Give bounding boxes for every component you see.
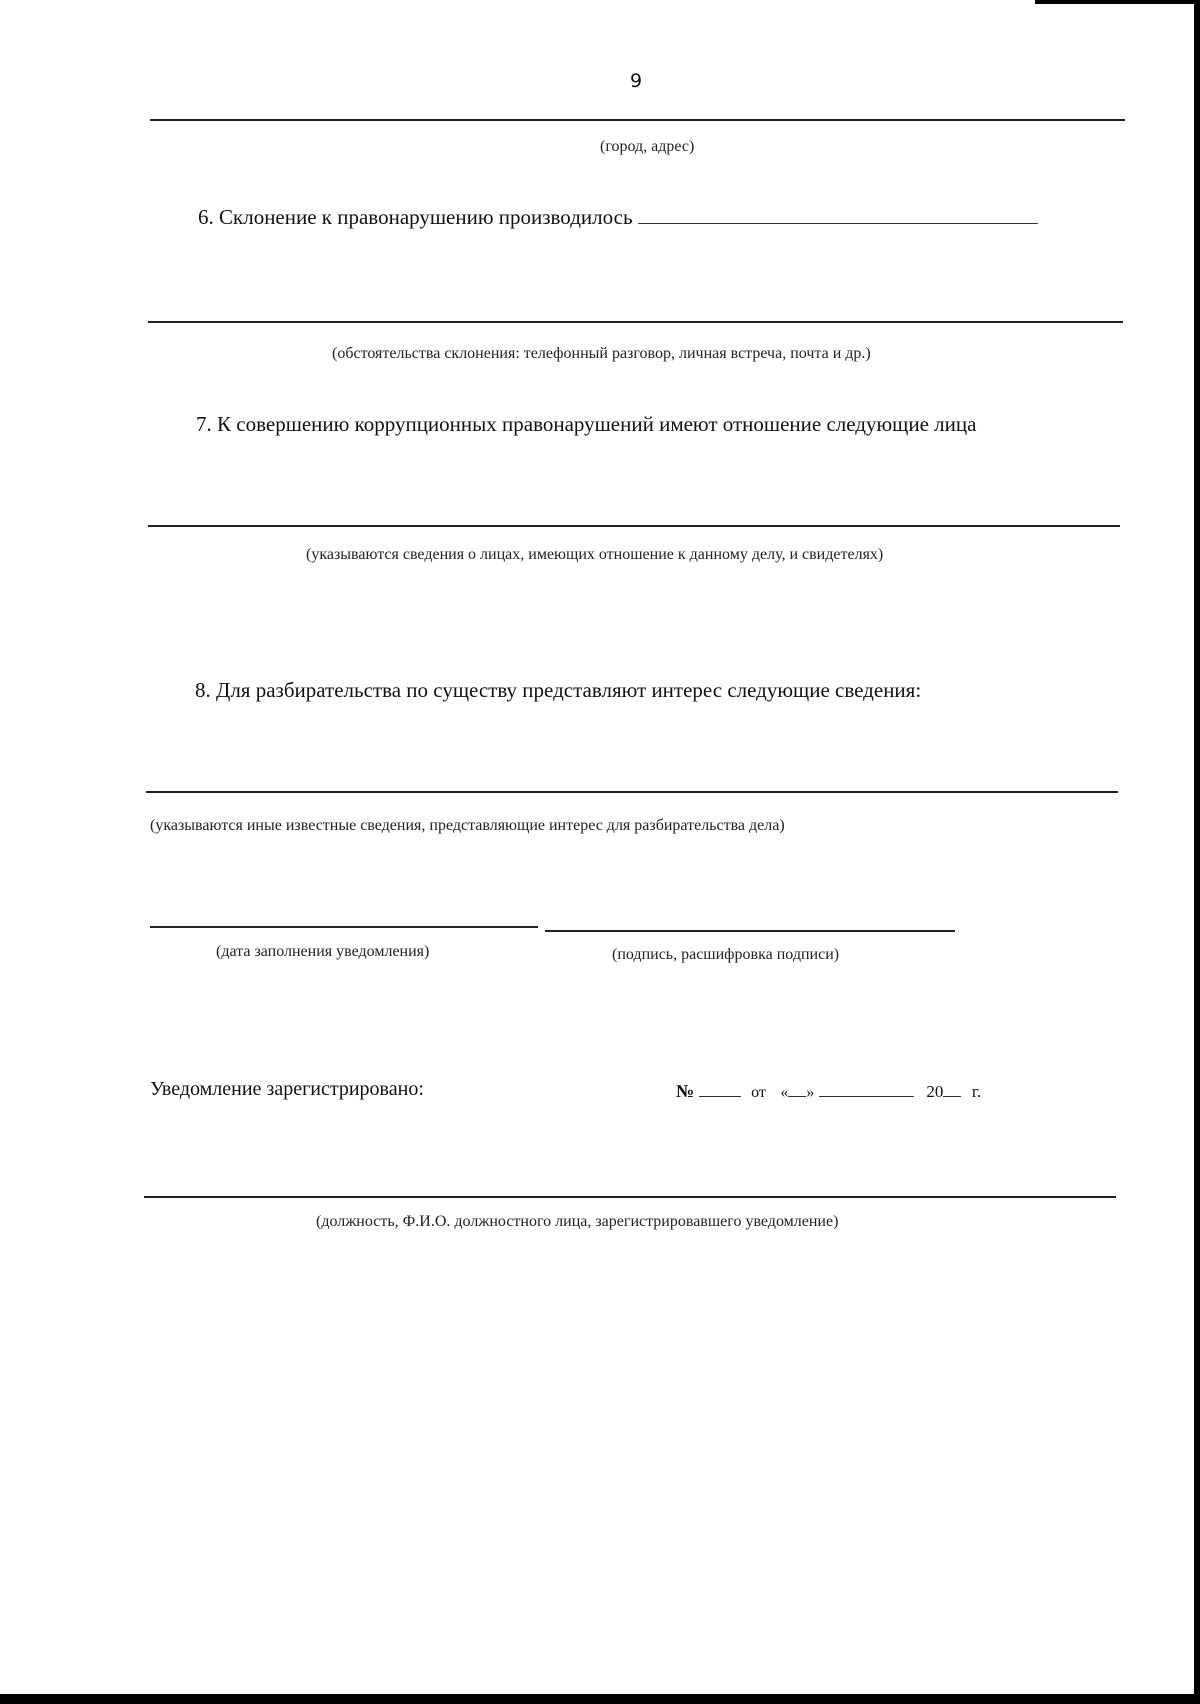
page-number: 9 <box>630 70 643 92</box>
month-blank <box>819 1095 914 1097</box>
quote-open: « <box>780 1084 789 1101</box>
date-line <box>150 926 538 928</box>
signature-line <box>545 930 955 932</box>
day-blank <box>788 1095 806 1097</box>
item-6-caption: (обстоятельства склонения: телефонный разговор, личная встреча, почта и др.) <box>332 345 871 362</box>
year-suffix: г. <box>971 1082 982 1101</box>
official-caption: (должность, Ф.И.О. должностного лица, зарегистрировавшего уведомление) <box>316 1213 839 1230</box>
item-7-text: 7. К совершению коррупционных правонарушений имеют отношение следующие лица <box>196 412 977 436</box>
item-7-line <box>148 525 1120 527</box>
address-line <box>150 119 1125 121</box>
item-7-caption: (указываются сведения о лицах, имеющих отношение к данному делу, и свидетелях) <box>306 546 884 563</box>
item-8-caption: (указываются иные известные сведения, представляющие интерес для разбирательства дела) <box>150 817 785 834</box>
year-blank <box>943 1095 961 1097</box>
quote-close: » <box>806 1084 815 1101</box>
item-6-blank <box>638 222 1038 224</box>
registration-number-row <box>676 1081 981 1102</box>
scan-right-edge <box>1194 0 1200 1704</box>
scan-bottom-edge <box>0 1694 1200 1704</box>
item-8-text: 8. Для разбирательства по существу представляют интерес следующие сведения: <box>195 678 922 702</box>
item-6-line <box>148 321 1123 323</box>
registration-label: Уведомление зарегистрировано: <box>150 1078 424 1100</box>
signature-caption: (подпись, расшифровка подписи) <box>612 946 840 963</box>
from-word: от <box>751 1084 766 1101</box>
number-blank <box>699 1095 741 1097</box>
scan-edge-mark <box>1035 0 1200 4</box>
item-8-line <box>146 791 1118 793</box>
year-prefix: 20 <box>926 1082 944 1101</box>
number-sign: № <box>676 1081 695 1101</box>
item-6-label: 6. Склонение к правонарушению производилось <box>198 205 633 229</box>
item-6-text <box>198 205 1038 230</box>
address-caption: (город, адрес) <box>600 138 695 155</box>
official-line <box>144 1196 1116 1198</box>
date-caption: (дата заполнения уведомления) <box>216 943 430 960</box>
